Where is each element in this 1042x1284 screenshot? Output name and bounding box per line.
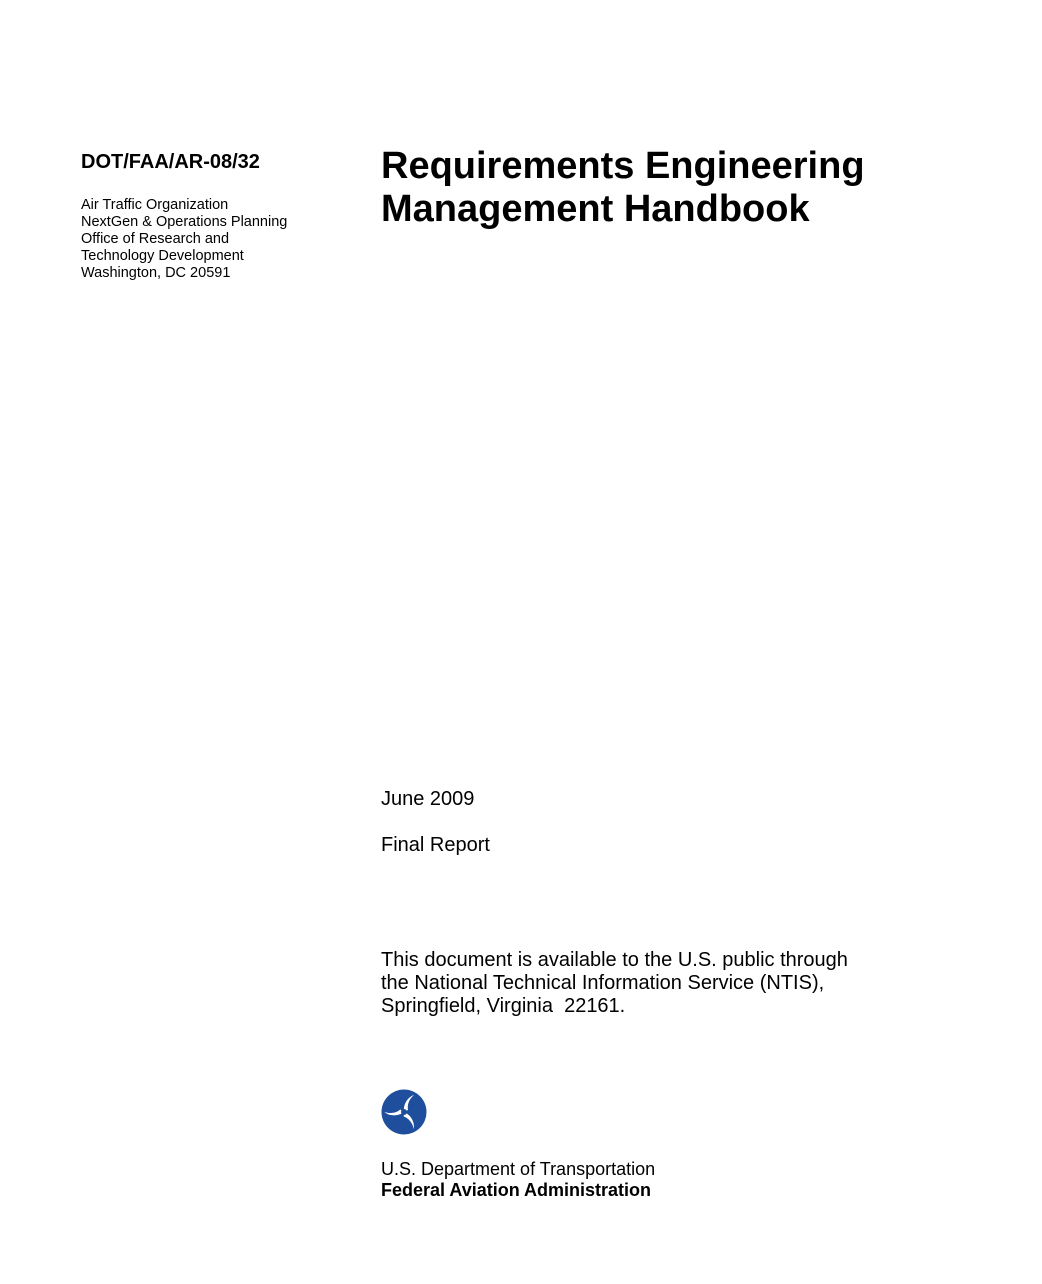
org-line: Washington, DC 20591 [81, 265, 231, 281]
org-line: Technology Development [81, 248, 244, 264]
org-line: Air Traffic Organization [81, 197, 229, 213]
availability-line: Springfield, Virginia 22161. [381, 995, 626, 1017]
availability-line: This document is available to the U.S. public through [381, 949, 848, 971]
department-name: U.S. Department of Transportation [381, 1159, 656, 1179]
administration-name: Federal Aviation Administration [381, 1180, 652, 1200]
logo-center [401, 1109, 407, 1115]
publication-date: June 2009 [381, 788, 475, 810]
title-line: Requirements Engineering [381, 145, 865, 187]
org-line: Office of Research and [81, 231, 230, 247]
report-number: DOT/FAA/AR-08/32 [81, 151, 260, 173]
dot-triskelion-icon [381, 1089, 427, 1135]
agency-block [381, 1159, 655, 1201]
availability-statement [381, 949, 941, 1018]
org-line: NextGen & Operations Planning [81, 214, 288, 230]
availability-line: the National Technical Information Service (NTIS), [381, 972, 825, 994]
title-line: Management Handbook [381, 188, 810, 230]
document-title [381, 145, 1001, 231]
organization-block [81, 197, 341, 282]
dot-logo-svg [381, 1089, 427, 1135]
report-type: Final Report [381, 834, 490, 856]
